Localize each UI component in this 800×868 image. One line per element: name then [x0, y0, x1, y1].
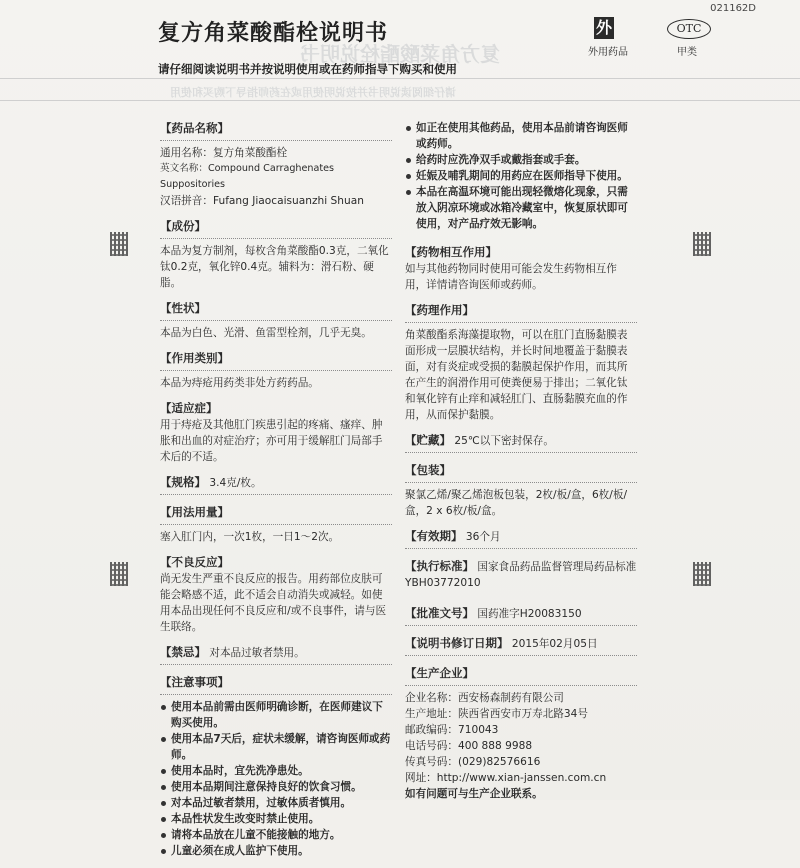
- storage-value: 25℃以下密封保存。: [454, 435, 554, 447]
- page-subtitle: 请仔细阅读说明书并按说明使用或在药师指导下购买和使用: [158, 62, 457, 76]
- section-heading: 【注意事项】: [160, 675, 229, 689]
- section-heading: 【生产企业】: [405, 666, 474, 680]
- standard-code: YBH03772010: [405, 577, 481, 589]
- list-item: 本品在高温环境可能出现轻微熔化现象，只需放入阴凉环境或冰箱冷藏室中，恢复原状即可使用，对产品疗效无影响。: [405, 184, 637, 232]
- section-heading: 【适应症】: [160, 401, 218, 415]
- fax-number: 传真号码：(029)82576616: [405, 756, 541, 768]
- divider: [405, 655, 637, 656]
- ghost-title: 复方角菜酸酯栓说明书: [300, 42, 500, 66]
- section-pharmacology: [405, 302, 637, 423]
- section-standard: [405, 558, 637, 591]
- list-item: 如正在使用其他药品，使用本品前请咨询医师或药师。: [405, 120, 637, 152]
- list-item: 对本品过敏者禁用，过敏体质者慎用。: [160, 795, 392, 811]
- section-ingredients: [160, 218, 392, 291]
- section-heading: 【药理作用】: [405, 303, 474, 317]
- interaction-text: 如与其他药物同时使用可能会发生药物相互作用，详情请咨询医师或药师。: [405, 263, 617, 291]
- package-text: 聚氯乙烯/聚乙烯泡板包装，2枚/板/盒，6枚/板/盒，2 x 6枚/板/盒。: [405, 489, 628, 517]
- section-manufacturer: [405, 665, 637, 802]
- list-item: 使用本品7天后，症状未缓解，请咨询医师或药师。: [160, 731, 392, 763]
- category-text: 本品为痔疮用药类非处方药药品。: [160, 377, 319, 389]
- section-heading: 【药品名称】: [160, 121, 229, 135]
- right-column: [405, 120, 637, 811]
- section-contraindication: [160, 644, 392, 665]
- divider: [160, 694, 392, 695]
- external-use-label: 外用药品: [588, 47, 628, 58]
- list-item: 给药时应洗净双手或戴指套或手套。: [405, 152, 637, 168]
- list-item: 请将本品放在儿童不能接触的地方。: [160, 827, 392, 843]
- page-title: 复方角菜酸酯栓说明书: [158, 21, 389, 46]
- divider: [405, 482, 637, 483]
- section-spec: [160, 474, 392, 495]
- section-heading: 【执行标准】: [405, 559, 474, 573]
- company-name: 企业名称：西安杨森制药有限公司: [405, 692, 564, 704]
- external-use-badge: 外: [595, 18, 612, 37]
- section-heading: 【药物相互作用】: [405, 245, 497, 259]
- section-heading: 【禁忌】: [160, 645, 206, 659]
- list-item: 使用本品前需由医师明确诊断，在医师建议下购买使用。: [160, 699, 392, 731]
- contact-note: 如有问题可与生产企业联系。: [405, 788, 543, 800]
- adverse-text: 尚无发生严重不良反应的报告。用药部位皮肤可能会略感不适，此不适会自动消失或减轻。如使用本品出现任何不良反应和/或不良事件，请与医生联络。: [160, 573, 387, 633]
- header-divider-2: [0, 100, 800, 101]
- section-heading: 【包装】: [405, 463, 451, 477]
- website-link[interactable]: 网址：http://www.xian-janssen.com.cn: [405, 772, 607, 784]
- divider: [405, 685, 637, 686]
- section-heading: 【作用类别】: [160, 351, 229, 365]
- otc-class-label: 甲类: [677, 47, 697, 58]
- property-text: 本品为白色、光滑、鱼雷型栓剂，几乎无臭。: [160, 327, 372, 339]
- list-item: 儿童必须在成人监护下使用。: [160, 843, 392, 859]
- list-item: 妊娠及哺乳期间的用药应在医师指导下使用。: [405, 168, 637, 184]
- otc-badge: OTC: [667, 19, 711, 39]
- section-heading: 【有效期】: [405, 529, 463, 543]
- divider: [160, 524, 392, 525]
- divider: [405, 625, 637, 626]
- section-validity: [405, 528, 637, 549]
- section-storage: [405, 432, 637, 453]
- doc-code: 021162D: [710, 3, 756, 14]
- section-drug-name: [160, 120, 392, 209]
- contraindication-value: 对本品过敏者禁用。: [209, 647, 305, 659]
- section-interaction: [405, 244, 637, 293]
- revision-value: 2015年02月05日: [511, 638, 598, 650]
- section-heading: 【不良反应】: [160, 555, 229, 569]
- qr-mark-icon: [110, 232, 128, 256]
- section-approval: [405, 605, 637, 626]
- section-heading: 【用法用量】: [160, 505, 229, 519]
- notes-list: [160, 699, 392, 859]
- usage-text: 塞入肛门内，一次1枚，一日1～2次。: [160, 531, 340, 543]
- section-revision: [405, 635, 637, 656]
- list-item: 使用本品期间注意保持良好的饮食习惯。: [160, 779, 392, 795]
- divider: [160, 140, 392, 141]
- generic-name: 通用名称：复方角菜酸酯栓: [160, 147, 288, 159]
- section-package: [405, 462, 637, 519]
- list-item: 本品性状发生改变时禁止使用。: [160, 811, 392, 827]
- divider: [160, 320, 392, 321]
- section-notes: [160, 674, 392, 859]
- divider: [160, 370, 392, 371]
- standard-value: 国家食品药品监督管理局药品标准: [477, 561, 637, 573]
- company-address: 生产地址：陕西省西安市万寿北路34号: [405, 708, 588, 720]
- qr-mark-icon: [693, 232, 711, 256]
- section-heading: 【说明书修订日期】: [405, 636, 509, 650]
- section-heading: 【性状】: [160, 301, 206, 315]
- ingredients-text: 本品为复方制剂，每枚含角菜酸酯0.3克，二氧化钛0.2克，氧化锌0.4克。辅料为：滑石粉、硬脂。: [160, 245, 389, 289]
- section-notes-continued: [405, 120, 637, 232]
- section-heading: 【规格】: [160, 475, 206, 489]
- validity-value: 36个月: [465, 531, 501, 543]
- postal-code: 邮政编码：710043: [405, 724, 499, 736]
- section-heading: 【批准文号】: [405, 606, 474, 620]
- divider: [405, 322, 637, 323]
- section-usage: [160, 504, 392, 545]
- approval-value: 国药准字H20083150: [477, 608, 582, 620]
- pinyin-name: 汉语拼音：Fufang Jiaocaisuanzhi Shuan: [160, 195, 364, 207]
- divider: [160, 664, 392, 665]
- ghost-subtitle: 请仔细阅读说明书并按说明使用或在药师指导下购买和使用: [170, 86, 456, 99]
- phone-number: 电话号码：400 888 9988: [405, 740, 533, 752]
- spec-value: 3.4克/枚。: [209, 477, 262, 489]
- list-item: 使用本品时，宜先洗净患处。: [160, 763, 392, 779]
- left-column: [160, 120, 392, 868]
- section-property: [160, 300, 392, 341]
- qr-mark-icon: [110, 562, 128, 586]
- section-indication: [160, 400, 392, 465]
- english-name: 英文名称：Compound Carraghenates Suppositories: [160, 163, 335, 190]
- section-heading: 【成份】: [160, 219, 206, 233]
- divider: [160, 238, 392, 239]
- indication-text: 用于痔疮及其他肛门疾患引起的疼痛、瘙痒、肿胀和出血的对症治疗；亦可用于缓解肛门局部手术后的不适。: [160, 419, 383, 463]
- section-adverse: [160, 554, 392, 635]
- notes-list-continued: [405, 120, 637, 232]
- qr-mark-icon: [693, 562, 711, 586]
- divider: [405, 548, 637, 549]
- section-category: [160, 350, 392, 391]
- divider: [405, 452, 637, 453]
- pharmacology-text: 角菜酸酯系海藻提取物，可以在肛门直肠黏膜表面形成一层膜状结构，并长时间地覆盖于黏膜表面，对有炎症或受损的黏膜起保护作用，而其所在产生的润滑作用可使粪便易于排出；二氧化钛和氧化锌有止痒和减轻肛门、直肠黏膜充血的作用，从而保护黏膜。: [405, 329, 628, 421]
- divider: [160, 494, 392, 495]
- section-heading: 【贮藏】: [405, 433, 451, 447]
- header-divider: [0, 78, 800, 79]
